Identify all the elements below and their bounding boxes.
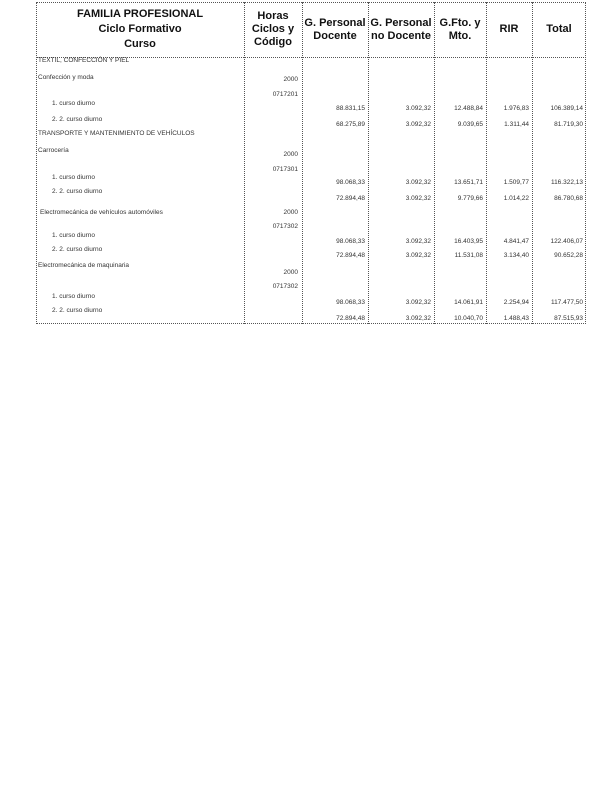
cell-value: 2.254,94 bbox=[503, 299, 529, 306]
cycle-name: Electromecánica de vehículos automóviles bbox=[40, 209, 163, 216]
cycle-hours: 2000 bbox=[283, 151, 298, 158]
cycle-code: 0717302 bbox=[272, 283, 298, 290]
header-line: Mto. bbox=[448, 29, 472, 42]
cell-value: 1.311,44 bbox=[504, 121, 529, 128]
header-line: Curso bbox=[124, 38, 156, 50]
cell-value: 9.779,66 bbox=[457, 195, 483, 202]
cell-value: 13.651,71 bbox=[454, 179, 483, 186]
header-line: G. Personal bbox=[304, 16, 366, 29]
cell-value: 16.403,95 bbox=[454, 238, 483, 245]
header-col4 bbox=[368, 2, 434, 57]
course-label: 1. curso diurno bbox=[52, 174, 95, 181]
cell-value: 72.894,48 bbox=[336, 252, 365, 259]
cell-value: 3.092,32 bbox=[405, 315, 431, 322]
course-label: 1. curso diurno bbox=[52, 100, 95, 107]
cell-value: 12.488,84 bbox=[454, 105, 483, 112]
cycle-hours: 2000 bbox=[283, 269, 298, 276]
cell-value: 72.894,48 bbox=[336, 315, 365, 322]
cell-value: 90.652,28 bbox=[554, 252, 583, 259]
course-label: 1. curso diurno bbox=[52, 293, 95, 300]
cycle-name: Confección y moda bbox=[38, 74, 94, 81]
header-line: RIR bbox=[499, 23, 519, 35]
cell-value: 98.068,33 bbox=[336, 238, 365, 245]
header-col3 bbox=[302, 2, 368, 57]
course-label: 2. 2. curso diurno bbox=[52, 307, 103, 314]
header-line: FAMILIA PROFESIONAL bbox=[76, 8, 204, 20]
cell-value: 4.841,47 bbox=[503, 238, 529, 245]
family-name: TRANSPORTE Y MANTENIMIENTO DE VEHÍCULOS bbox=[38, 130, 195, 137]
header-line: Total bbox=[546, 23, 572, 35]
header-col7 bbox=[532, 2, 586, 57]
cell-value: 9.039,65 bbox=[457, 121, 483, 128]
cell-value: 3.092,32 bbox=[405, 252, 431, 259]
cell-value: 72.894,48 bbox=[336, 195, 365, 202]
header-col6 bbox=[486, 2, 532, 57]
cycle-name: Carrocería bbox=[38, 147, 69, 154]
cell-value: 117.477,50 bbox=[550, 299, 583, 306]
cell-value: 81.719,30 bbox=[554, 121, 583, 128]
cell-value: 3.092,32 bbox=[405, 299, 431, 306]
cell-value: 87.515,93 bbox=[554, 315, 583, 322]
cell-value: 98.068,33 bbox=[336, 299, 365, 306]
header-line: Código bbox=[254, 36, 292, 48]
course-label: 1. curso diurno bbox=[52, 232, 95, 239]
cell-value: 3.092,32 bbox=[405, 105, 431, 112]
cell-value: 106.389,14 bbox=[550, 105, 583, 112]
cell-value: 14.061,91 bbox=[454, 299, 483, 306]
cell-value: 1.014,22 bbox=[503, 195, 529, 202]
cycle-hours: 2000 bbox=[283, 76, 298, 83]
cycle-code: 0717201 bbox=[272, 91, 298, 98]
cell-value: 10.040,70 bbox=[454, 315, 483, 322]
header-line: Docente bbox=[313, 29, 357, 42]
cell-value: 1.488,43 bbox=[503, 315, 529, 322]
cell-value: 88.831,15 bbox=[336, 105, 365, 112]
header-line: Ciclo Formativo bbox=[98, 23, 182, 35]
cell-value: 98.068,33 bbox=[336, 179, 365, 186]
header-col5 bbox=[434, 2, 486, 57]
cell-value: 116.322,13 bbox=[550, 179, 583, 186]
header-line: Ciclos y bbox=[251, 23, 295, 35]
header-line: G. Personal bbox=[370, 16, 432, 29]
course-label: 2. 2. curso diurno bbox=[52, 246, 103, 253]
cell-value: 3.092,32 bbox=[405, 179, 431, 186]
cell-value: 3.134,40 bbox=[503, 252, 529, 259]
cycle-code: 0717301 bbox=[272, 166, 298, 173]
cell-value: 1.976,83 bbox=[503, 105, 529, 112]
cell-value: 68.275,89 bbox=[336, 121, 365, 128]
header-line: no Docente bbox=[371, 29, 431, 42]
header-line: G.Fto. y bbox=[439, 16, 481, 29]
cycle-hours: 2000 bbox=[283, 209, 298, 216]
family-name: TEXTIL, CONFECCIÓN Y PIEL bbox=[38, 57, 130, 64]
cell-value: 3.092,32 bbox=[405, 121, 431, 128]
cell-value: 122.406,07 bbox=[550, 238, 583, 245]
cycle-name: Electromecánica de maquinaria bbox=[38, 262, 130, 269]
cycle-code: 0717302 bbox=[272, 223, 298, 230]
header-col2 bbox=[244, 2, 302, 57]
cell-value: 3.092,32 bbox=[405, 238, 431, 245]
cell-value: 86.780,68 bbox=[554, 195, 583, 202]
header-col1 bbox=[36, 2, 244, 57]
cell-value: 3.092,32 bbox=[405, 195, 431, 202]
course-label: 2. 2. curso diurno bbox=[52, 116, 103, 123]
header-line: Horas bbox=[257, 10, 289, 22]
cell-value: 1.509,77 bbox=[503, 179, 529, 186]
cell-value: 11.531,08 bbox=[454, 252, 483, 259]
course-label: 2. 2. curso diurno bbox=[52, 188, 103, 195]
